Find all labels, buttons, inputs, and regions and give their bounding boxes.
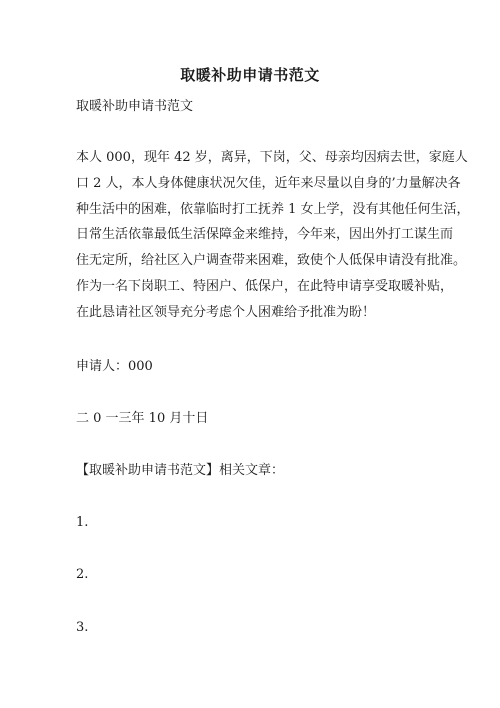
body-line: 作为一名下岗职工、特困户、低保户，在此特申请享受取暖补贴， (76, 278, 454, 294)
related-list-item: 2. (76, 567, 89, 582)
related-articles-heading: 【取暖补助申请书范文】相关文章： (76, 463, 285, 478)
body-line: 口 2 人，本人身体健康状况欠佳，近年来尽量以自身的’力量解决各 (76, 175, 461, 191)
body-line: 日常生活依靠最低生活保障金来维持，今年来，因出外打工谋生而 (76, 227, 454, 243)
body-line: 种生活中的困难，依靠临时打工抚养 1 女上学，没有其他任何生活， (76, 201, 470, 217)
body-line: 在此恳请社区领导充分考虑个人困难给予批准为盼！ (76, 304, 376, 320)
body-line: 本人 000，现年 42 岁，离异，下岗，父、母亲均因病去世，家庭人 (76, 150, 468, 165)
related-list-item: 1. (76, 515, 89, 530)
body-line: 住无定所，给社区入户调查带来困难，致使个人低保申请没有批准。 (76, 253, 467, 269)
date-line: 二 0 一三年 10 月十日 (76, 411, 209, 426)
document-subtitle: 取暖补助申请书范文 (76, 99, 194, 114)
related-list-item: 3. (76, 620, 89, 635)
document-title: 取暖补助申请书范文 (180, 66, 320, 84)
body-paragraph (76, 145, 470, 326)
applicant-line: 申请人：000 (76, 359, 153, 374)
